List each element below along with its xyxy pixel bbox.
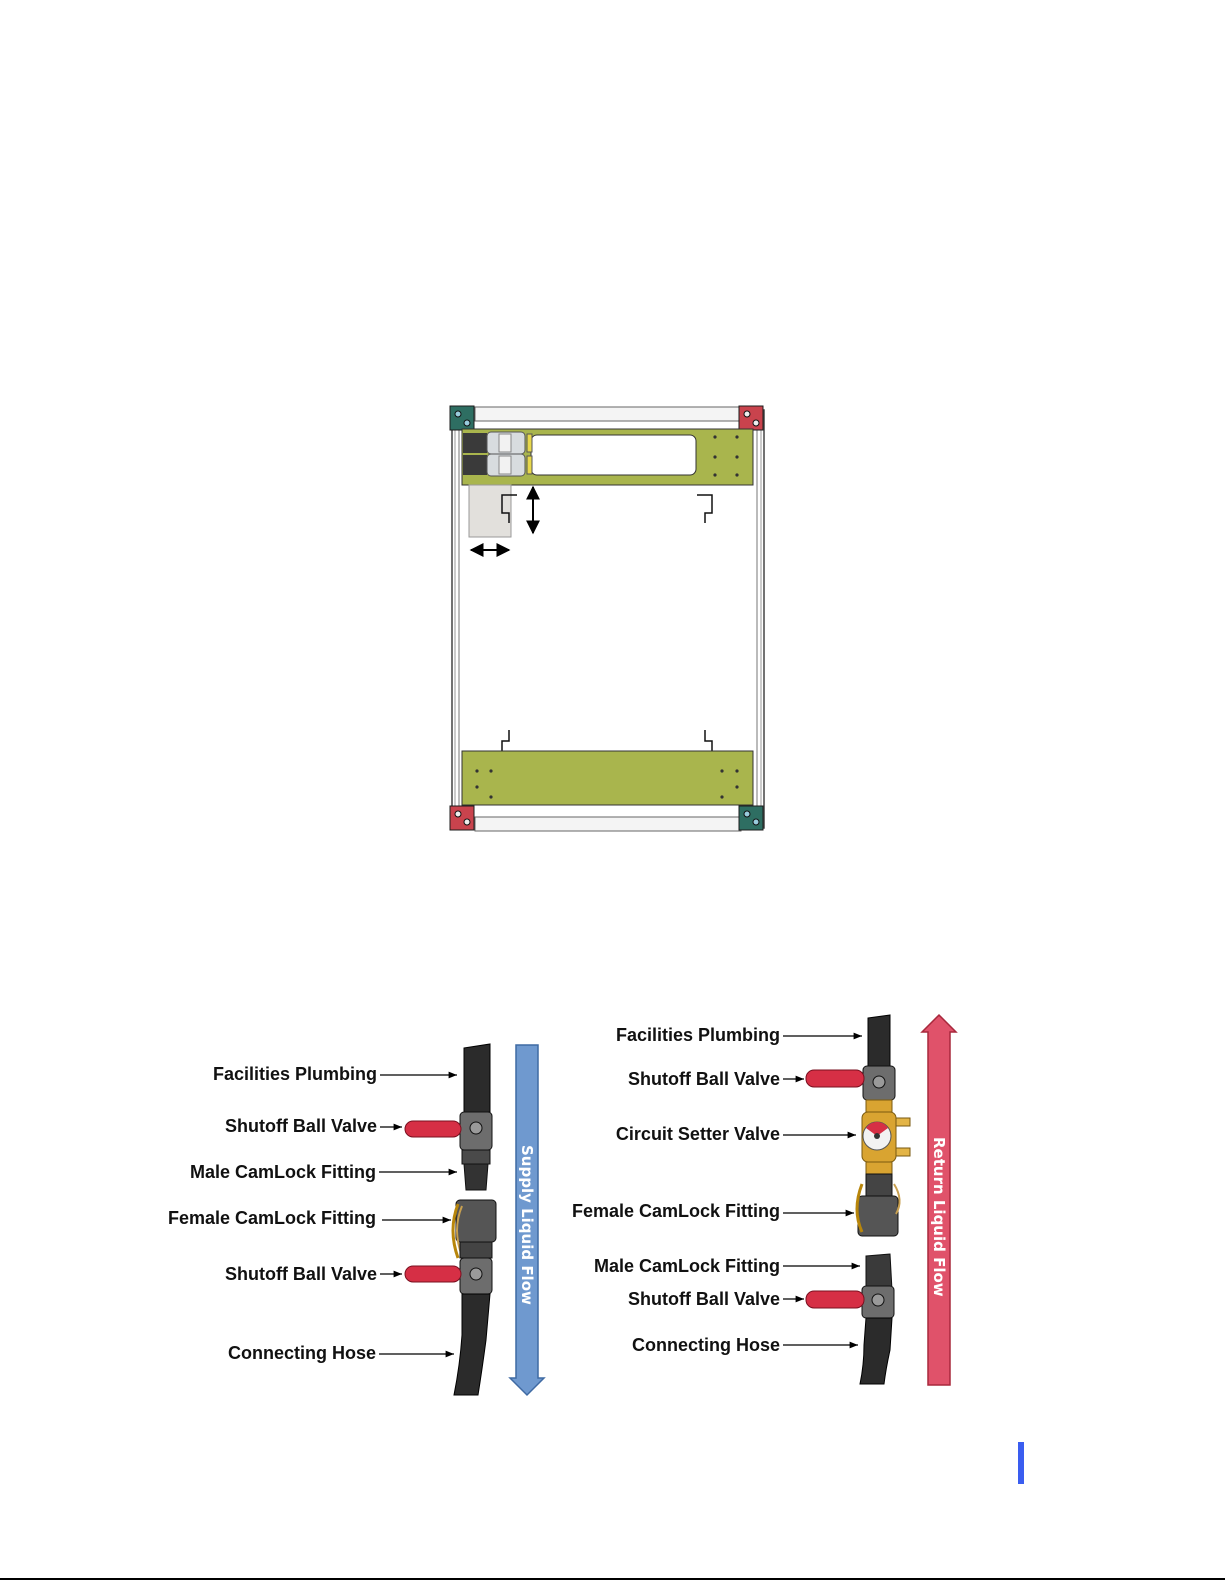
circuit-setter-valve <box>862 1100 910 1174</box>
label-female-camlock-fitting: Female CamLock Fitting <box>167 1208 376 1228</box>
valve-handle <box>806 1070 864 1087</box>
return-assembly <box>806 1015 910 1384</box>
label-shutoff-ball-valve: Shutoff Ball Valve <box>627 1289 780 1309</box>
label-facilities-plumbing: Facilities Plumbing <box>615 1025 780 1045</box>
bracket-outline <box>697 495 712 523</box>
label-male-camlock-fitting: Male CamLock Fitting <box>189 1162 376 1182</box>
label-facilities-plumbing: Facilities Plumbing <box>212 1064 377 1084</box>
page-edge-marker <box>1018 1442 1024 1484</box>
corner-bracket-bottom-left <box>450 806 474 830</box>
male-camlock-fitting <box>866 1254 892 1290</box>
label-shutoff-ball-valve: Shutoff Ball Valve <box>627 1069 780 1089</box>
supply-flow-label: Supply Liquid Flow <box>518 1145 536 1305</box>
connecting-hose <box>454 1294 490 1395</box>
label-connecting-hose: Connecting Hose <box>227 1343 376 1363</box>
corner-bracket-bottom-right <box>739 806 763 830</box>
facilities-pipe <box>868 1015 890 1066</box>
corner-bracket-top-left <box>450 406 474 430</box>
label-shutoff-ball-valve: Shutoff Ball Valve <box>224 1116 377 1136</box>
male-camlock-fitting <box>462 1150 490 1164</box>
rack-top-view-diagram <box>447 405 772 835</box>
bottom-rail <box>475 817 741 831</box>
bottom-tray <box>462 751 753 805</box>
valve-handle <box>405 1266 461 1282</box>
valve-handle <box>806 1291 864 1308</box>
return-flow-label: Return Liquid Flow <box>930 1137 948 1297</box>
clearance-zone <box>469 485 511 537</box>
label-connecting-hose: Connecting Hose <box>631 1335 780 1355</box>
return-flow-arrow <box>922 1015 956 1385</box>
label-circuit-setter-valve: Circuit Setter Valve <box>615 1124 780 1144</box>
corner-bracket-top-right <box>739 406 763 430</box>
connecting-hose <box>860 1318 892 1384</box>
top-tray-cutout <box>531 435 696 475</box>
label-shutoff-ball-valve: Shutoff Ball Valve <box>224 1264 377 1284</box>
page-footer-rule <box>0 1578 1225 1580</box>
facilities-pipe <box>464 1044 490 1112</box>
supply-labels <box>168 1064 457 1363</box>
valve-handle <box>405 1121 461 1137</box>
supply-flow-arrow <box>510 1045 544 1395</box>
top-rail <box>475 407 741 421</box>
female-camlock-fitting <box>858 1196 898 1236</box>
label-male-camlock-fitting: Male CamLock Fitting <box>593 1256 780 1276</box>
label-female-camlock-fitting: Female CamLock Fitting <box>571 1201 780 1221</box>
plumbing-connection-diagram <box>0 1000 1225 1430</box>
